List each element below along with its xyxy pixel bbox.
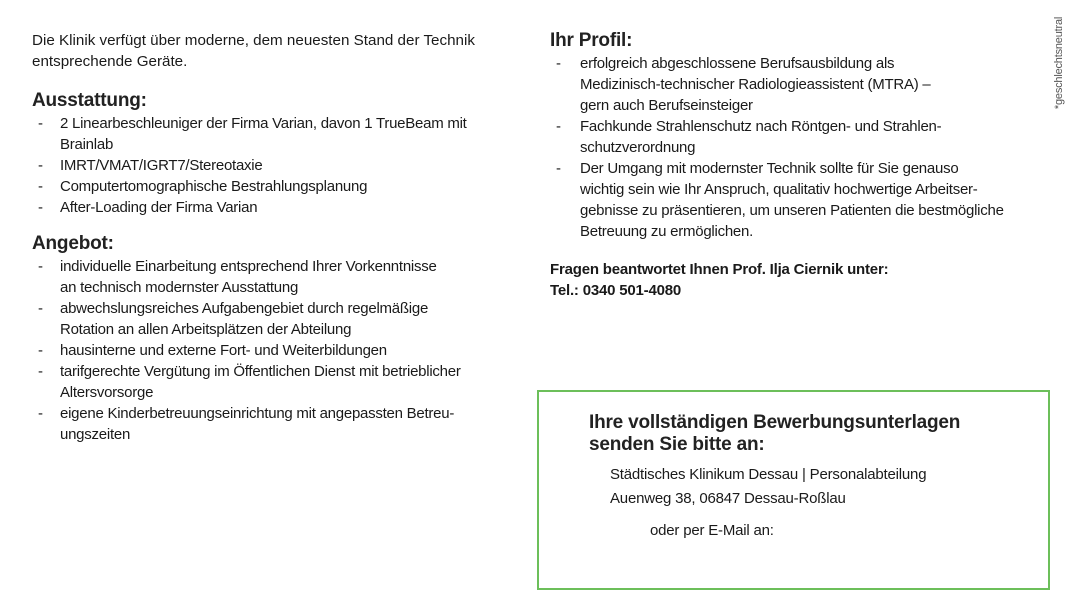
- profil-heading: Ihr Profil:: [550, 30, 633, 51]
- bullet-dash: -: [38, 199, 43, 216]
- list-item-line: gebnisse zu präsentieren, um unseren Patienten die bestmögliche: [580, 202, 1004, 219]
- ausstattung-list: [32, 113, 522, 218]
- bullet-dash: -: [38, 300, 43, 317]
- list-item: [32, 361, 522, 403]
- list-item-line: Betreuung zu ermöglichen.: [580, 223, 754, 240]
- application-box: [537, 390, 1050, 590]
- intro-text: Die Klinik verfügt über moderne, dem neuesten Stand der Technik entsprechende Geräte.: [32, 32, 475, 70]
- application-heading: Ihre vollständigen Bewerbungsunterlagen senden Sie bitte an:: [589, 412, 961, 455]
- gender-neutral-note: *geschlechtsneutral: [1053, 16, 1065, 110]
- list-item: [32, 197, 522, 218]
- bullet-dash: -: [556, 118, 561, 135]
- list-item-line: eigene Kinderbetreuungseinrichtung mit angepassten Betreu-: [60, 405, 455, 422]
- ausstattung-heading: Ausstattung:: [32, 90, 147, 111]
- list-item-line: Rotation an allen Arbeitsplätzen der Abteilung: [60, 321, 352, 338]
- bullet-dash: -: [38, 178, 43, 195]
- bullet-dash: -: [38, 115, 43, 132]
- list-item: [32, 298, 522, 340]
- list-item: [32, 176, 522, 197]
- right-column: [550, 0, 1050, 301]
- left-column: [32, 0, 522, 445]
- list-item-line: Computertomographische Bestrahlungsplanung: [60, 178, 368, 195]
- list-item-line: IMRT/VMAT/IGRT7/Stereotaxie: [60, 157, 263, 174]
- list-item: [32, 340, 522, 361]
- email-label: oder per E-Mail an:: [650, 522, 774, 539]
- list-item: [32, 256, 522, 298]
- list-item-line: Medizinisch-technischer Radiologieassistent (MTRA) –: [580, 76, 931, 93]
- list-item-line: an technisch modernster Ausstattung: [60, 279, 299, 296]
- list-item-line: ungszeiten: [60, 426, 131, 443]
- list-item: [550, 158, 1050, 242]
- bullet-dash: -: [38, 157, 43, 174]
- list-item: [550, 53, 1050, 116]
- list-item-line: tarifgerechte Vergütung im Öffentlichen Dienst mit betrieblicher: [60, 363, 461, 380]
- profil-list: [550, 53, 1050, 242]
- list-item: [32, 403, 522, 445]
- list-item-line: individuelle Einarbeitung entsprechend Ihrer Vorkenntnisse: [60, 258, 437, 275]
- list-item-line: wichtig sein wie Ihr Anspruch, qualitativ hochwertige Arbeitser-: [580, 181, 978, 198]
- bullet-dash: -: [38, 258, 43, 275]
- list-item-line: Der Umgang mit modernster Technik sollte für Sie genauso: [580, 160, 959, 177]
- phone-number: Tel.: 0340 501-4080: [550, 282, 682, 299]
- bullet-dash: -: [556, 160, 561, 177]
- list-item-line: Altersvorsorge: [60, 384, 154, 401]
- contact-info: Fragen beantwortet Ihnen Prof. Ilja Ciernik unter: Tel.: 0340 501-4080: [550, 261, 889, 299]
- list-item-line: erfolgreich abgeschlossene Berufsausbildung als: [580, 55, 895, 72]
- bullet-dash: -: [38, 363, 43, 380]
- bullet-dash: -: [38, 342, 43, 359]
- bullet-dash: -: [38, 405, 43, 422]
- list-item-line: After-Loading der Firma Varian: [60, 199, 258, 216]
- list-item: [550, 116, 1050, 158]
- list-item: [32, 155, 522, 176]
- list-item-line: 2 Linearbeschleuniger der Firma Varian, davon 1 TrueBeam mit: [60, 115, 467, 132]
- bullet-dash: -: [556, 55, 561, 72]
- angebot-list: [32, 256, 522, 445]
- list-item: [32, 113, 522, 155]
- list-item-line: Brainlab: [60, 136, 114, 153]
- postal-address: Städtisches Klinikum Dessau | Personalabteilung Auenweg 38, 06847 Dessau-Roßlau: [610, 466, 927, 507]
- angebot-heading: Angebot:: [32, 233, 114, 254]
- list-item-line: Fachkunde Strahlenschutz nach Röntgen- und Strahlen-: [580, 118, 942, 135]
- list-item-line: hausinterne und externe Fort- und Weiterbildungen: [60, 342, 387, 359]
- list-item-line: gern auch Berufseinsteiger: [580, 97, 753, 114]
- list-item-line: schutzverordnung: [580, 139, 696, 156]
- list-item-line: abwechslungsreiches Aufgabengebiet durch regelmäßige: [60, 300, 429, 317]
